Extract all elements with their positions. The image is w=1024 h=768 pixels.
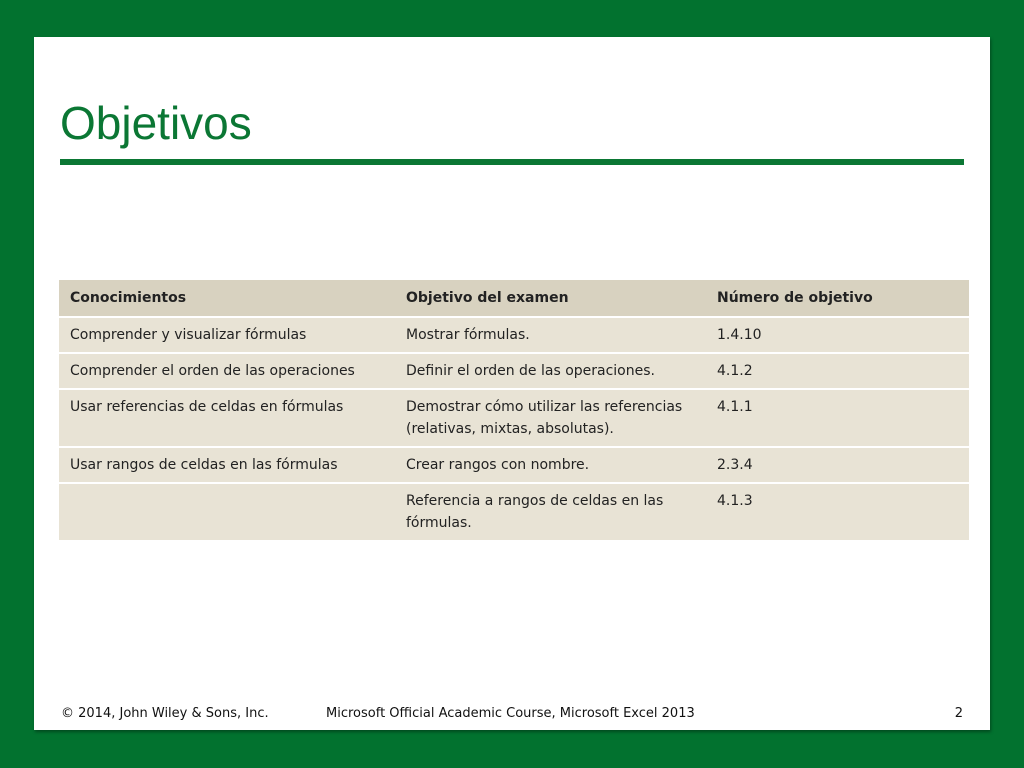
exam-objective-cell: Demostrar cómo utilizar las referencias (relativas, mixtas, absolutas). <box>406 399 683 437</box>
footer-course-title: Microsoft Official Academic Course, Microsoft Excel 2013 <box>326 706 695 721</box>
objective-number-cell: 4.1.2 <box>717 363 753 379</box>
knowledge-cell: Usar referencias de celdas en fórmulas <box>70 399 344 415</box>
exam-objective-cell: Mostrar fórmulas. <box>406 327 530 343</box>
knowledge-cell: Comprender el orden de las operaciones <box>70 363 355 379</box>
slide-title: Objetivos <box>60 97 252 149</box>
objective-number-cell: 4.1.1 <box>717 399 753 415</box>
exam-objective-cell: Definir el orden de las operaciones. <box>406 363 655 379</box>
objectives-table <box>59 280 969 540</box>
header-exam-objective: Objetivo del examen <box>395 280 706 317</box>
footer-copyright: © 2014, John Wiley & Sons, Inc. <box>61 706 269 721</box>
exam-objective-cell: Crear rangos con nombre. <box>406 457 590 473</box>
slide <box>34 37 990 730</box>
header-objective-number: Número de objetivo <box>706 280 969 317</box>
table-row <box>59 447 969 483</box>
knowledge-cell: Usar rangos de celdas en las fórmulas <box>70 457 338 473</box>
table-row <box>59 389 969 447</box>
knowledge-cell <box>59 483 395 540</box>
knowledge-cell: Comprender y visualizar fórmulas <box>70 327 307 343</box>
exam-objective-cell: Referencia a rangos de celdas en las fórmulas. <box>406 493 664 531</box>
footer-page-number: 2 <box>954 706 963 721</box>
table-row <box>59 353 969 389</box>
table-row <box>59 483 969 540</box>
table-header-row <box>59 280 969 317</box>
objective-number-cell: 1.4.10 <box>717 327 762 343</box>
table-row <box>59 317 969 353</box>
objective-number-cell: 4.1.3 <box>717 493 753 509</box>
header-knowledge: Conocimientos <box>59 280 395 317</box>
objective-number-cell: 2.3.4 <box>717 457 753 473</box>
title-underline <box>60 159 964 165</box>
